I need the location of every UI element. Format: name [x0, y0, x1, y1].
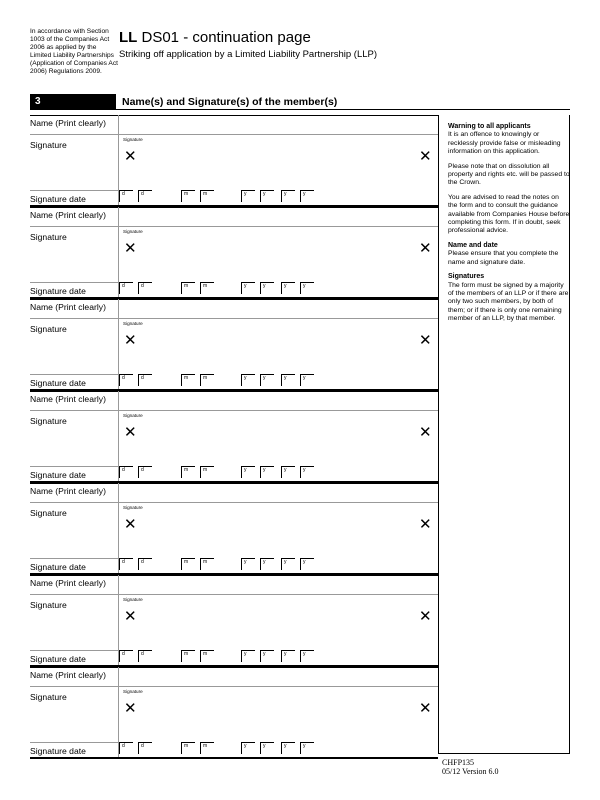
- date-digit-hint: y: [244, 559, 247, 565]
- cross-icon: ✕: [124, 240, 137, 257]
- date-digit-hint: y: [284, 559, 287, 565]
- name-label: Name (Print clearly): [30, 210, 106, 220]
- date-digit-hint: d: [122, 375, 125, 381]
- date-digit-hint: y: [263, 651, 266, 657]
- signature-caption: Signature: [123, 229, 143, 234]
- row-rule: [30, 282, 118, 283]
- date-digit-box[interactable]: [281, 374, 295, 386]
- row-rule: [30, 466, 118, 467]
- name-input[interactable]: [119, 208, 437, 225]
- date-digit-hint: y: [303, 651, 306, 657]
- row-rule: [30, 742, 118, 743]
- row-separator: [30, 757, 438, 759]
- row-rule: [30, 650, 118, 651]
- date-digit-box[interactable]: [138, 558, 152, 570]
- name-input[interactable]: [119, 116, 437, 133]
- name-label: Name (Print clearly): [30, 670, 106, 680]
- date-digit-box[interactable]: [200, 466, 214, 478]
- date-digit-hint: d: [122, 191, 125, 197]
- signature-label: Signature: [30, 508, 67, 518]
- date-digit-box[interactable]: [119, 374, 133, 386]
- date-digit-hint: y: [263, 283, 266, 289]
- date-digit-box[interactable]: [281, 466, 295, 478]
- date-digit-box[interactable]: [260, 282, 274, 294]
- row-rule: [30, 374, 118, 375]
- signature-date-label: Signature date: [30, 562, 86, 572]
- date-digit-hint: y: [303, 559, 306, 565]
- date-digit-hint: m: [203, 283, 208, 289]
- date-digit-box[interactable]: [119, 650, 133, 662]
- signature-box[interactable]: [119, 411, 437, 466]
- footer: [442, 758, 499, 776]
- member-row: [30, 575, 438, 667]
- form-heading: [119, 29, 311, 47]
- member-row: [30, 115, 438, 207]
- date-digit-box[interactable]: [200, 650, 214, 662]
- date-digit-box[interactable]: [281, 558, 295, 570]
- section-title: Name(s) and Signature(s) of the member(s): [122, 96, 338, 108]
- date-digit-box[interactable]: [281, 742, 295, 754]
- cross-icon: ✕: [419, 608, 432, 625]
- cross-icon: ✕: [124, 700, 137, 717]
- name-date-heading: Name and date: [448, 241, 498, 249]
- cross-icon: ✕: [419, 700, 432, 717]
- date-digit-box[interactable]: [260, 190, 274, 202]
- date-digit-hint: m: [184, 191, 189, 197]
- date-digit-box[interactable]: [300, 374, 314, 386]
- date-digit-box[interactable]: [260, 466, 274, 478]
- signature-label: Signature: [30, 600, 67, 610]
- date-digit-box[interactable]: [181, 558, 195, 570]
- name-input[interactable]: [119, 300, 437, 317]
- row-rule: [30, 558, 118, 559]
- dissolution-text: Please note that on dissolution all property and rights etc. will be passed to the Crown.: [448, 162, 570, 187]
- date-digit-box[interactable]: [241, 282, 255, 294]
- date-digit-hint: d: [141, 283, 144, 289]
- date-digit-hint: d: [141, 191, 144, 197]
- advice-text: You are advised to read the notes on the form and to consult the guidance available from Companies House before completing this form. If in doubt, seek professional advice.: [448, 193, 570, 235]
- form-prefix: LL: [119, 29, 138, 46]
- cross-icon: ✕: [124, 424, 137, 441]
- date-digit-hint: y: [263, 559, 266, 565]
- name-label: Name (Print clearly): [30, 118, 106, 128]
- cross-icon: ✕: [419, 516, 432, 533]
- signature-box[interactable]: [119, 135, 437, 190]
- date-digit-box[interactable]: [260, 374, 274, 386]
- signature-caption: Signature: [123, 689, 143, 694]
- date-digit-hint: m: [184, 651, 189, 657]
- form-title: DS01 - continuation page: [141, 29, 311, 46]
- date-digit-hint: m: [203, 191, 208, 197]
- date-digit-box[interactable]: [138, 282, 152, 294]
- date-digit-box[interactable]: [300, 650, 314, 662]
- date-digit-box[interactable]: [138, 374, 152, 386]
- signatures-text: The form must be signed by a majority of the members of an LLP or if there are only two such members, by both of them; or if there is only one remaining member of an LLP, by that member.: [448, 281, 569, 323]
- date-digit-box[interactable]: [119, 282, 133, 294]
- date-digit-box[interactable]: [260, 558, 274, 570]
- date-digit-hint: y: [244, 191, 247, 197]
- date-digit-hint: y: [303, 191, 306, 197]
- cross-icon: ✕: [124, 608, 137, 625]
- date-digit-hint: m: [203, 375, 208, 381]
- date-digit-box[interactable]: [200, 374, 214, 386]
- signature-date-label: Signature date: [30, 194, 86, 204]
- date-digit-hint: m: [184, 467, 189, 473]
- date-digit-hint: y: [284, 743, 287, 749]
- date-digit-box[interactable]: [181, 650, 195, 662]
- date-digit-hint: y: [263, 743, 266, 749]
- member-row: [30, 483, 438, 575]
- date-digit-box[interactable]: [181, 374, 195, 386]
- date-digit-hint: d: [122, 467, 125, 473]
- name-label: Name (Print clearly): [30, 394, 106, 404]
- signature-date-label: Signature date: [30, 746, 86, 756]
- cross-icon: ✕: [419, 240, 432, 257]
- date-digit-hint: d: [141, 743, 144, 749]
- cross-icon: ✕: [419, 332, 432, 349]
- date-digit-box[interactable]: [281, 282, 295, 294]
- section-header: [30, 94, 570, 110]
- date-digit-hint: m: [203, 743, 208, 749]
- guidance-panel: [438, 115, 570, 754]
- date-digit-box[interactable]: [300, 282, 314, 294]
- date-digit-hint: y: [284, 375, 287, 381]
- date-digit-hint: d: [122, 559, 125, 565]
- date-digit-box[interactable]: [241, 374, 255, 386]
- date-digit-box[interactable]: [200, 742, 214, 754]
- date-digit-box[interactable]: [300, 742, 314, 754]
- signature-box[interactable]: [119, 227, 437, 282]
- date-digit-hint: y: [303, 743, 306, 749]
- date-digit-box[interactable]: [138, 742, 152, 754]
- date-digit-hint: y: [303, 375, 306, 381]
- signature-box[interactable]: [119, 319, 437, 374]
- date-digit-hint: d: [141, 467, 144, 473]
- date-digit-hint: m: [203, 651, 208, 657]
- date-digit-box[interactable]: [200, 558, 214, 570]
- signature-label: Signature: [30, 416, 67, 426]
- name-label: Name (Print clearly): [30, 302, 106, 312]
- cross-icon: ✕: [419, 424, 432, 441]
- date-digit-box[interactable]: [138, 190, 152, 202]
- date-digit-box[interactable]: [281, 190, 295, 202]
- signature-label: Signature: [30, 140, 67, 150]
- warning-text: It is an offence to knowingly or recklessly provide false or misleading information on this application.: [448, 131, 561, 156]
- date-digit-hint: y: [284, 283, 287, 289]
- signature-caption: Signature: [123, 137, 143, 142]
- guidance-content: [448, 123, 570, 330]
- date-digit-hint: y: [263, 191, 266, 197]
- date-digit-box[interactable]: [281, 650, 295, 662]
- date-digit-hint: d: [141, 375, 144, 381]
- date-digit-hint: m: [184, 375, 189, 381]
- signatures-heading: Signatures: [448, 273, 485, 281]
- date-digit-box[interactable]: [138, 650, 152, 662]
- date-digit-box[interactable]: [119, 466, 133, 478]
- date-digit-box[interactable]: [300, 190, 314, 202]
- signature-box[interactable]: [119, 687, 437, 742]
- member-row: [30, 391, 438, 483]
- date-digit-hint: y: [303, 467, 306, 473]
- date-digit-box[interactable]: [119, 190, 133, 202]
- date-digit-box[interactable]: [181, 282, 195, 294]
- footer-code: CHFP135: [442, 758, 475, 767]
- date-digit-hint: d: [141, 559, 144, 565]
- cross-icon: ✕: [419, 148, 432, 165]
- date-digit-hint: y: [263, 375, 266, 381]
- date-digit-box[interactable]: [181, 466, 195, 478]
- section-number: 3: [30, 94, 116, 110]
- name-label: Name (Print clearly): [30, 578, 106, 588]
- signature-caption: Signature: [123, 321, 143, 326]
- date-digit-box[interactable]: [241, 650, 255, 662]
- date-digit-hint: d: [122, 743, 125, 749]
- date-digit-hint: y: [284, 467, 287, 473]
- date-digit-hint: m: [184, 283, 189, 289]
- date-digit-hint: m: [203, 559, 208, 565]
- cross-icon: ✕: [124, 516, 137, 533]
- date-digit-hint: y: [244, 743, 247, 749]
- signature-date-label: Signature date: [30, 470, 86, 480]
- date-digit-box[interactable]: [119, 742, 133, 754]
- footer-version: 05/12 Version 6.0: [442, 767, 499, 776]
- signature-date-label: Signature date: [30, 286, 86, 296]
- name-input[interactable]: [119, 668, 437, 685]
- row-rule: [30, 190, 118, 191]
- cross-icon: ✕: [124, 148, 137, 165]
- member-row: [30, 299, 438, 391]
- date-digit-hint: y: [244, 283, 247, 289]
- name-label: Name (Print clearly): [30, 486, 106, 496]
- date-digit-box[interactable]: [241, 742, 255, 754]
- signature-date-label: Signature date: [30, 654, 86, 664]
- legal-note: In accordance with Section 1003 of the Companies Act 2006 as applied by the Limited Liability Partnerships (Application of Companies Act 2006) Regulations 2009.: [30, 28, 118, 76]
- date-digit-hint: y: [244, 375, 247, 381]
- date-digit-box[interactable]: [300, 466, 314, 478]
- signature-label: Signature: [30, 232, 67, 242]
- signature-box[interactable]: [119, 503, 437, 558]
- signature-caption: Signature: [123, 505, 143, 510]
- date-digit-hint: y: [284, 191, 287, 197]
- date-digit-hint: y: [303, 283, 306, 289]
- date-digit-box[interactable]: [260, 742, 274, 754]
- warning-heading: Warning to all applicants: [448, 123, 531, 130]
- signature-label: Signature: [30, 324, 67, 334]
- date-digit-box[interactable]: [241, 558, 255, 570]
- form-subtitle: Striking off application by a Limited Liability Partnership (LLP): [119, 49, 378, 60]
- date-digit-hint: m: [184, 743, 189, 749]
- section-rule: [116, 109, 570, 110]
- date-digit-hint: d: [122, 283, 125, 289]
- signature-box[interactable]: [119, 595, 437, 650]
- date-digit-hint: y: [263, 467, 266, 473]
- member-row: [30, 207, 438, 299]
- date-digit-box[interactable]: [138, 466, 152, 478]
- name-input[interactable]: [119, 392, 437, 409]
- date-digit-hint: m: [203, 467, 208, 473]
- name-date-text: Please ensure that you complete the name and signature date.: [448, 250, 559, 266]
- date-digit-box[interactable]: [260, 650, 274, 662]
- cross-icon: ✕: [124, 332, 137, 349]
- date-digit-hint: m: [184, 559, 189, 565]
- date-digit-box[interactable]: [119, 558, 133, 570]
- signature-caption: Signature: [123, 597, 143, 602]
- signature-label: Signature: [30, 692, 67, 702]
- date-digit-hint: y: [244, 651, 247, 657]
- date-digit-box[interactable]: [241, 466, 255, 478]
- date-digit-hint: y: [244, 467, 247, 473]
- date-digit-hint: d: [122, 651, 125, 657]
- date-digit-box[interactable]: [200, 282, 214, 294]
- date-digit-hint: d: [141, 651, 144, 657]
- date-digit-box[interactable]: [200, 190, 214, 202]
- signature-caption: Signature: [123, 413, 143, 418]
- date-digit-hint: y: [284, 651, 287, 657]
- signature-date-label: Signature date: [30, 378, 86, 388]
- date-digit-box[interactable]: [181, 190, 195, 202]
- name-input[interactable]: [119, 484, 437, 501]
- date-digit-box[interactable]: [300, 558, 314, 570]
- date-digit-box[interactable]: [181, 742, 195, 754]
- member-row: [30, 667, 438, 759]
- date-digit-box[interactable]: [241, 190, 255, 202]
- name-input[interactable]: [119, 576, 437, 593]
